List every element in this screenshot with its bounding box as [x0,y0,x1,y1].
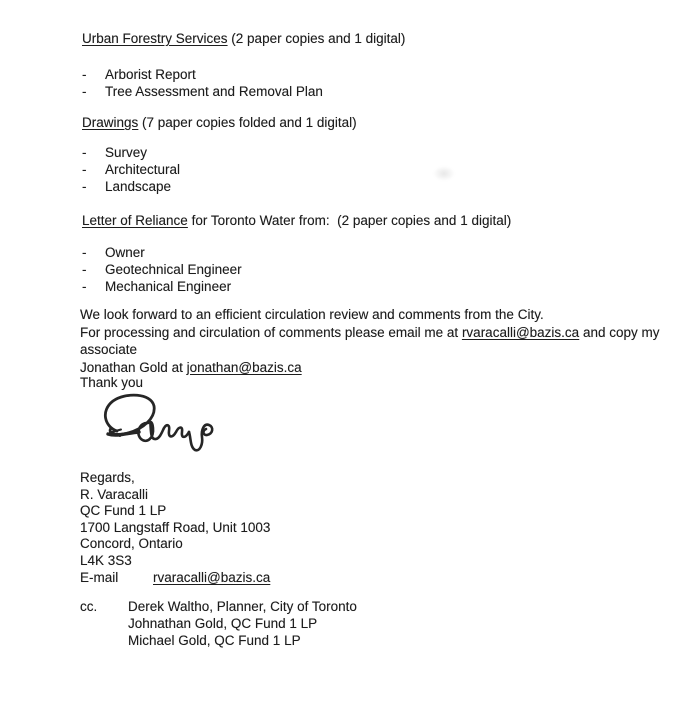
closing-text: Jonathan Gold at [80,359,187,375]
closing-text: and copy my associate [80,324,664,357]
cc-entry: Derek Waltho, Planner, City of Toronto [128,599,357,614]
list-item-text: Survey [105,145,148,160]
list-item [82,144,180,161]
signoff-line: R. Varacalli [80,486,149,502]
closing-text: We look forward to an efficient circulation review and comments from the City. [80,307,544,322]
list-item [82,278,242,295]
list-item-text: Tree Assessment and Removal Plan [105,84,323,99]
list-item [82,66,323,83]
closing-paragraph [80,306,680,376]
section-heading-underlined: Letter of Reliance [82,213,188,228]
section-heading-underlined: Drawings [82,115,139,130]
list-item-text: Mechanical Engineer [105,279,232,294]
list-item [82,178,180,195]
list-urban-forestry [82,66,323,100]
section-heading-drawings [82,114,357,131]
cc-entry: Johnathan Gold, QC Fund 1 LP [128,616,318,631]
email-row [80,570,270,587]
cc-entry: Michael Gold, QC Fund 1 LP [128,633,301,648]
cc-entries [128,598,357,649]
signoff-line: 1700 Langstaff Road, Unit 1003 [80,519,271,535]
list-item-text: Landscape [105,179,172,194]
bullet-dash: - [82,245,87,260]
list-item [82,261,242,278]
email-address: rvaracalli@bazis.ca [461,324,580,340]
bullet-dash: - [82,279,87,294]
closing-line [80,306,680,324]
list-item-text: Architectural [105,162,181,177]
bullet-dash: - [82,262,87,277]
bullet-dash: - [82,162,87,177]
cc-block [80,598,357,649]
list-item [82,244,242,261]
closing-line [80,359,680,377]
bullet-dash: - [82,84,87,99]
signoff-line: QC Fund 1 LP [80,503,167,519]
signoff-block [80,470,270,586]
handwritten-signature [95,389,217,461]
email-address: rvaracalli@bazis.ca [153,569,271,585]
section-heading-suffix: (7 paper copies folded and 1 digital) [138,115,357,130]
scan-smudge-artifact [433,166,455,181]
signoff-line: Concord, Ontario [80,536,183,552]
section-heading-urban-forestry [82,30,405,47]
bullet-dash: - [82,67,87,82]
bullet-dash: - [82,145,87,160]
list-item-text: Owner [105,245,145,260]
list-letter-of-reliance [82,244,242,295]
thank-you-text: Thank you [80,375,144,390]
list-drawings [82,144,180,195]
list-item [82,161,180,178]
email-label: E-mail [80,569,119,585]
section-heading-suffix: for Toronto Water from: (2 paper copies and 1 digital) [187,213,512,228]
closing-line [80,324,680,359]
section-heading-suffix: (2 paper copies and 1 digital) [227,31,406,46]
bullet-dash: - [82,179,87,194]
signoff-line: Regards, [80,470,135,485]
closing-text: For processing and circulation of comments please email me at [80,324,462,340]
list-item-text: Arborist Report [105,67,196,82]
section-heading-letter-of-reliance [82,212,511,229]
list-item-text: Geotechnical Engineer [105,262,242,277]
email-address: jonathan@bazis.ca [186,359,302,375]
cc-label: cc. [80,599,98,614]
signoff-line: L4K 3S3 [80,552,132,568]
list-item [82,83,323,100]
section-heading-underlined: Urban Forestry Services [82,31,228,46]
